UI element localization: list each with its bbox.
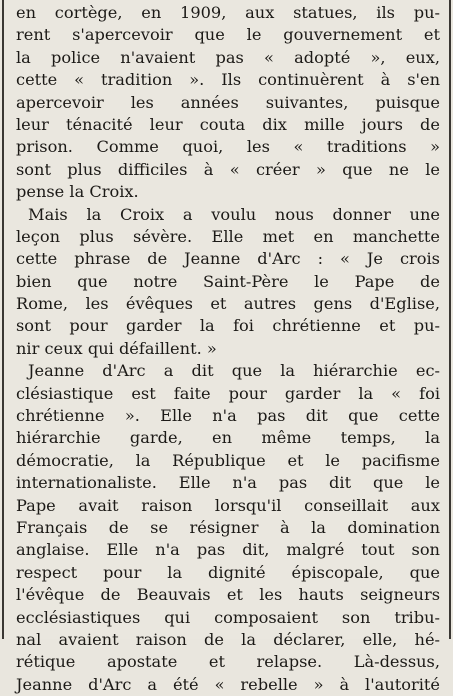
paragraph-3 — [16, 360, 440, 696]
text-line: anglaise. Elle n'a pas dit, malgré tout son — [16, 540, 440, 560]
text-line: leçon plus sévère. Elle met en manchette — [16, 226, 440, 246]
text-line: Jeanne d'Arc a dit que la hiérarchie ec- — [28, 361, 440, 381]
text-line: chrétienne ». Elle n'a pas dit que cette — [16, 406, 440, 426]
right-column-rule — [449, 0, 451, 639]
text-line: ecclésiastiques qui composaient son tribu- — [16, 607, 440, 627]
text-line: Pape avait raison lorsqu'il conseillait aux — [16, 495, 440, 515]
article-column — [16, 2, 440, 696]
text-line: Mais la Croix a voulu nous donner une — [28, 204, 440, 224]
text-line: bien que notre Saint-Père le Pape de — [16, 271, 440, 291]
paragraph-1 — [16, 2, 440, 204]
text-line: cette phrase de Jeanne d'Arc : « Je crois — [16, 249, 440, 269]
text-line: apercevoir les années suivantes, puisque — [16, 92, 440, 112]
text-line: internationaliste. Elle n'a pas dit que le — [16, 473, 440, 493]
text-line: cette « tradition ». Ils continuèrent à s'en — [16, 70, 440, 90]
text-line: leur ténacité leur couta dix mille jours de — [16, 114, 440, 134]
text-line: sont pour garder la foi chrétienne et pu- — [16, 316, 440, 336]
text-line: clésiastique est faite pour garder la « foi — [16, 383, 440, 403]
paragraph-2 — [16, 204, 440, 361]
text-line: sont plus difficiles à « créer » que ne le — [16, 159, 440, 179]
text-line: hiérarchie garde, en même temps, la — [16, 428, 440, 448]
text-line: Jeanne d'Arc a été « rebelle » à l'autorité — [16, 674, 440, 694]
text-line: l'évêque de Beauvais et les hauts seigneurs — [16, 585, 440, 605]
text-line: Rome, les évêques et autres gens d'Eglise, — [16, 294, 440, 314]
text-line: la police n'avaient pas « adopté », eux, — [16, 47, 440, 67]
text-line: en cortège, en 1909, aux statues, ils pu- — [16, 3, 440, 22]
text-line: démocratie, la République et le pacifisme — [16, 450, 440, 470]
text-line: rétique apostate et relapse. Là-dessus, — [16, 652, 440, 672]
text-line: Français de se résigner à la domination — [16, 517, 440, 537]
text-line: rent s'apercevoir que le gouvernement et — [16, 25, 440, 45]
text-line: nal avaient raison de la déclarer, elle, hé- — [16, 629, 440, 649]
left-column-rule — [2, 0, 4, 639]
text-line: nir ceux qui défaillent. » — [16, 338, 217, 358]
text-line: respect pour la dignité épiscopale, que — [16, 562, 440, 582]
text-line: prison. Comme quoi, les « traditions » — [16, 137, 440, 157]
text-line: pense la Croix. — [16, 182, 139, 202]
